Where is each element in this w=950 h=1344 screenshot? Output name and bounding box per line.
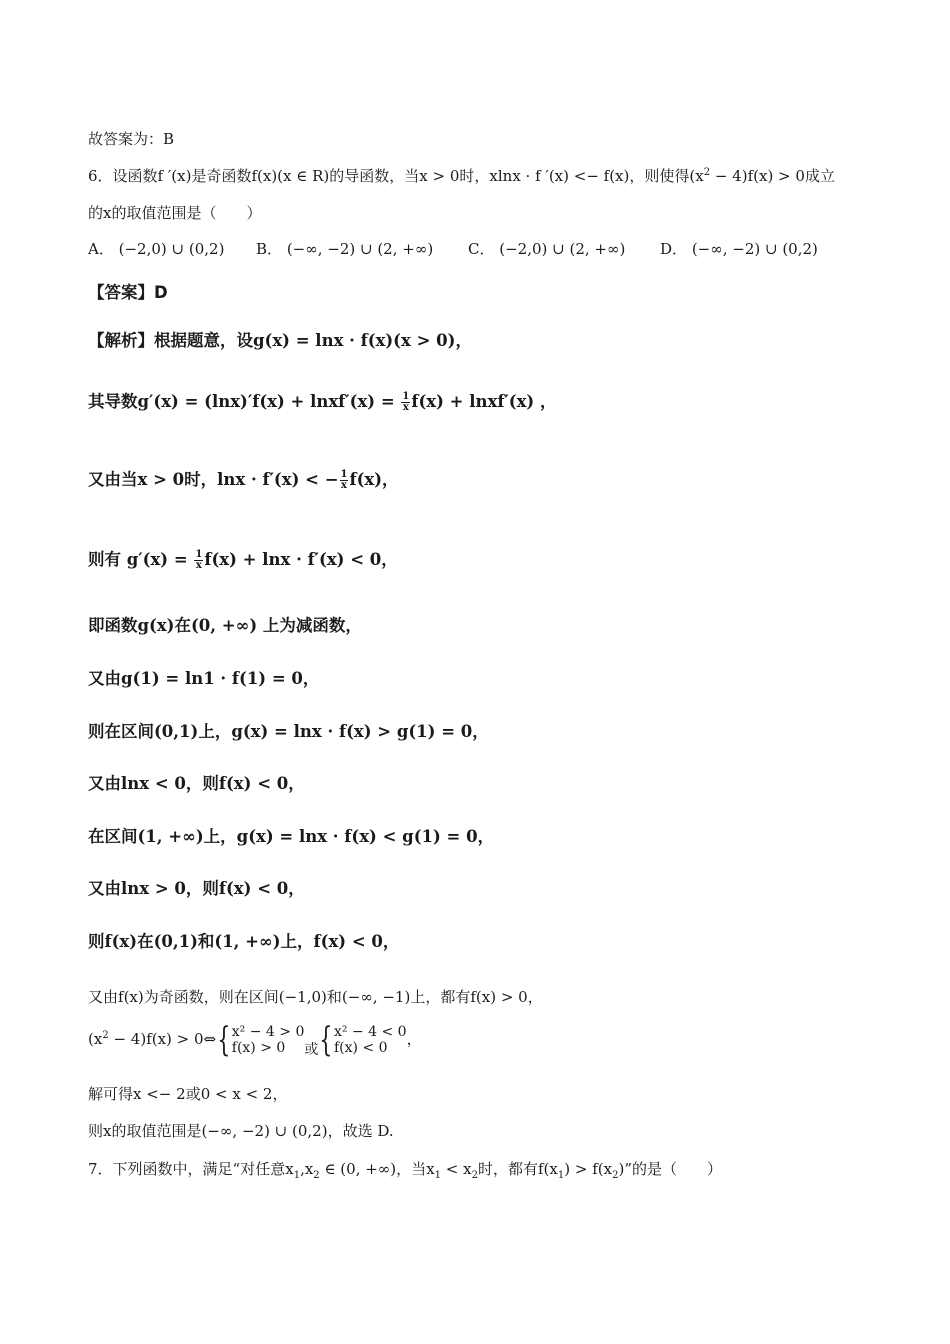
then-line: 则有 g′(x) = $\frac{1}{x}$ f(x) + lnx · f′(x) < 0， [88,549,398,571]
option-a: A． (−2,0) ∪ (0,2) [88,240,225,258]
both-intervals-line: 则f(x)在(0,1)和(1, +∞)上，f(x) < 0， [88,932,400,951]
question-6-line-1: 6．设函数f ′(x)是奇函数f(x)(x ∈ R)的导函数，当x > 0时，xlnx · f ′(x) <− f(x)，则使得$(x^2 - 4)f(x) > 0$成立 [88,167,835,185]
system-b: x² − 4 < 0 f(x) < 0 [334,1024,407,1056]
lnx-negative-line: 又由lnx < 0，则f(x) < 0， [88,774,305,793]
lnx-positive-line: 又由lnx > 0，则f(x) < 0， [88,879,305,898]
fraction: $\frac{1}{x}$ [340,469,348,491]
fraction: $\frac{1}{x}$ [402,391,410,413]
prev-answer: 故答案为：B [88,130,175,148]
solve-line: 解可得x <− 2或0 < x < 2， [88,1085,288,1103]
system-a: x² − 4 > 0 f(x) > 0 [231,1024,305,1056]
odd-function-line: 又由f(x)为奇函数，则在区间(−1,0)和(−∞, −1)上，都有f(x) > 0， [88,988,543,1006]
answer-label: 【答案】D [88,283,168,302]
interval-1inf-line: 在区间(1, +∞)上，g(x) = lnx · f(x) < g(1) = 0， [88,827,495,846]
option-d: D． (−∞, −2) ∪ (0,2) [660,240,818,258]
decreasing-line: 即函数g(x)在(0, +∞) 上为减函数， [88,616,362,635]
question-7-line: 7．下列函数中，满足“对任意$x_1,x_2$ ∈ (0, +∞)，当$x_1 < x_2$时，都有$f(x_1) > f(x_2)$”的是（ ） [88,1160,722,1181]
left-brace: { [217,1020,231,1060]
fraction: $\frac{1}{x}$ [195,549,203,571]
system-line: $(x^2 - 4)f(x)$ > 0⇔{ x² − 4 > 0 f(x) > 0 或{ x² − 4 < 0 f(x) < 0 ， [88,1020,422,1060]
option-b: B． (−∞, −2) ∪ (2, +∞) [256,240,434,258]
g1-line: 又由g(1) = ln1 · f(1) = 0， [88,669,320,688]
interval-01-line: 则在区间(0,1)上，g(x) = lnx · f(x) > g(1) = 0， [88,722,489,741]
left-brace: { [319,1020,333,1060]
solution-intro: 【解析】根据题意，设g(x) = lnx · f(x)(x > 0)， [88,331,472,350]
range-line: 则x的取值范围是(−∞, −2) ∪ (0,2)，故选 D. [88,1122,394,1140]
option-c: C． (−2,0) ∪ (2, +∞) [468,240,626,258]
condition-line: 又由当x > 0时，lnx · f′(x) < − $\frac{1}{x}$ f(x)， [88,469,399,491]
question-6-line-2: 的x的取值范围是（ ） [88,204,262,222]
derivative-line: 其导数g′(x) = (lnx)′f(x) + lnxf′(x) = $\frac{1}{x}$ f(x) + lnxf′(x) ， [88,391,557,413]
